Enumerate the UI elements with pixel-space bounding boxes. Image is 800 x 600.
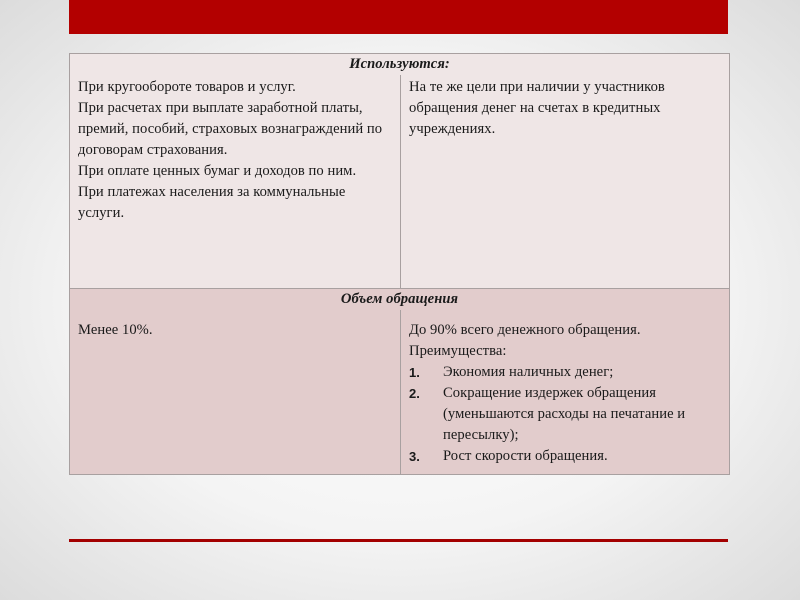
list-text: Сокращение издержек обращения (уменьшаются расходы на печатание и пересылку); xyxy=(443,385,686,443)
list-number: 3. xyxy=(409,449,420,464)
advantages-list xyxy=(409,362,721,467)
section-header-row xyxy=(70,289,730,311)
list-number: 2. xyxy=(409,386,420,401)
cell-cash-volume xyxy=(70,310,401,475)
cash-volume-text: Менее 10%. xyxy=(78,322,153,338)
advantages-label: Преимущества: xyxy=(409,343,507,359)
noncash-use-text: На те же цели при наличии у участников обращения денег на счетах в кредитных учреждениях. xyxy=(409,79,665,137)
table-row xyxy=(70,310,730,475)
list-item xyxy=(409,362,721,383)
cash-use-item: При расчетах при выплате заработной платы, премий, пособий, страховых вознаграждений по договорам страхования. xyxy=(78,100,383,158)
comparison-table xyxy=(69,53,730,475)
cell-noncash-uses xyxy=(401,75,730,289)
section-header-volume: Объем обращения xyxy=(70,289,730,311)
list-item xyxy=(409,383,721,446)
list-number: 1. xyxy=(409,365,420,380)
cell-noncash-volume xyxy=(401,310,730,475)
bottom-divider-line xyxy=(69,539,728,542)
cash-use-item: При кругообороте товаров и услуг. xyxy=(78,79,296,95)
cash-use-item: При платежах населения за коммунальные услуги. xyxy=(78,184,346,221)
section-header-row xyxy=(70,54,730,76)
list-item xyxy=(409,446,721,467)
list-text: Экономия наличных денег; xyxy=(443,364,614,380)
cash-use-item: При оплате ценных бумаг и доходов по ним. xyxy=(78,163,357,179)
list-text: Рост скорости обращения. xyxy=(443,448,608,464)
top-accent-bar xyxy=(69,0,728,34)
cell-cash-uses xyxy=(70,75,401,289)
noncash-volume-text: До 90% всего денежного обращения. xyxy=(409,322,641,338)
table-row xyxy=(70,75,730,289)
section-header-used: Используются: xyxy=(70,54,730,76)
